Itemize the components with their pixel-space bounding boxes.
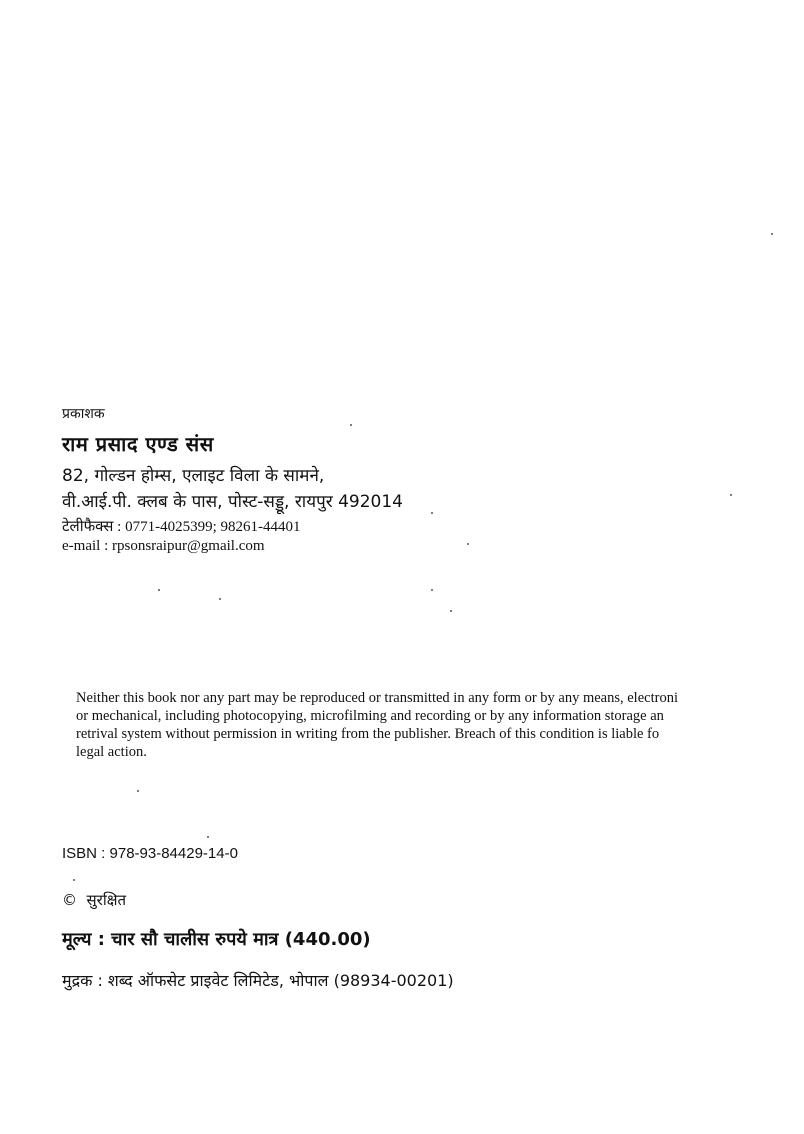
price: मूल्य : चार सौ चालीस रुपये मात्र (440.00) [62, 929, 371, 950]
copyright-notice [62, 890, 126, 910]
copyright-icon: © [62, 891, 77, 909]
scan-speck [431, 589, 433, 591]
scan-speck [467, 543, 469, 545]
rights-notice-line: Neither this book nor any part may be reproduced or transmitted in any form or by any means, electroni [76, 690, 678, 706]
printer: मुद्रक : शब्द ऑफसेट प्राइवेट लिमिटेड, भोपाल (98934-00201) [62, 971, 454, 990]
scan-speck [771, 233, 773, 235]
publisher-email: e-mail : rpsonsraipur@gmail.com [62, 538, 265, 554]
scan-speck [219, 598, 221, 600]
rights-notice-line: or mechanical, including photocopying, microfilming and recording or by any information storage an [76, 708, 664, 724]
scan-speck [73, 879, 75, 881]
rights-notice-line: retrival system without permission in writing from the publisher. Breach of this condition is liable fo [76, 726, 660, 742]
scan-speck [207, 836, 209, 838]
scan-speck [137, 790, 139, 792]
publisher-telefax: टेलीफैक्स : 0771-4025399; 98261-44401 [62, 519, 301, 535]
scan-speck [431, 512, 433, 514]
scan-speck [450, 610, 452, 612]
rights-notice-line: legal action. [76, 744, 147, 760]
isbn: ISBN : 978-93-84429-14-0 [62, 845, 238, 862]
publisher-address-line-1: 82, गोल्डन होम्स, एलाइट विला के सामने, [62, 466, 325, 486]
publisher-label: प्रकाशक [62, 406, 105, 422]
scan-speck [350, 424, 352, 426]
scan-speck [158, 589, 160, 591]
publisher-address-line-2: वी.आई.पी. क्लब के पास, पोस्ट-सड्डू, रायपुर 492014 [62, 492, 403, 512]
copyright-text: सुरक्षित [86, 891, 127, 909]
publisher-name: राम प्रसाद एण्ड संस [62, 432, 214, 456]
scan-speck [730, 494, 732, 496]
rights-notice [76, 689, 804, 761]
